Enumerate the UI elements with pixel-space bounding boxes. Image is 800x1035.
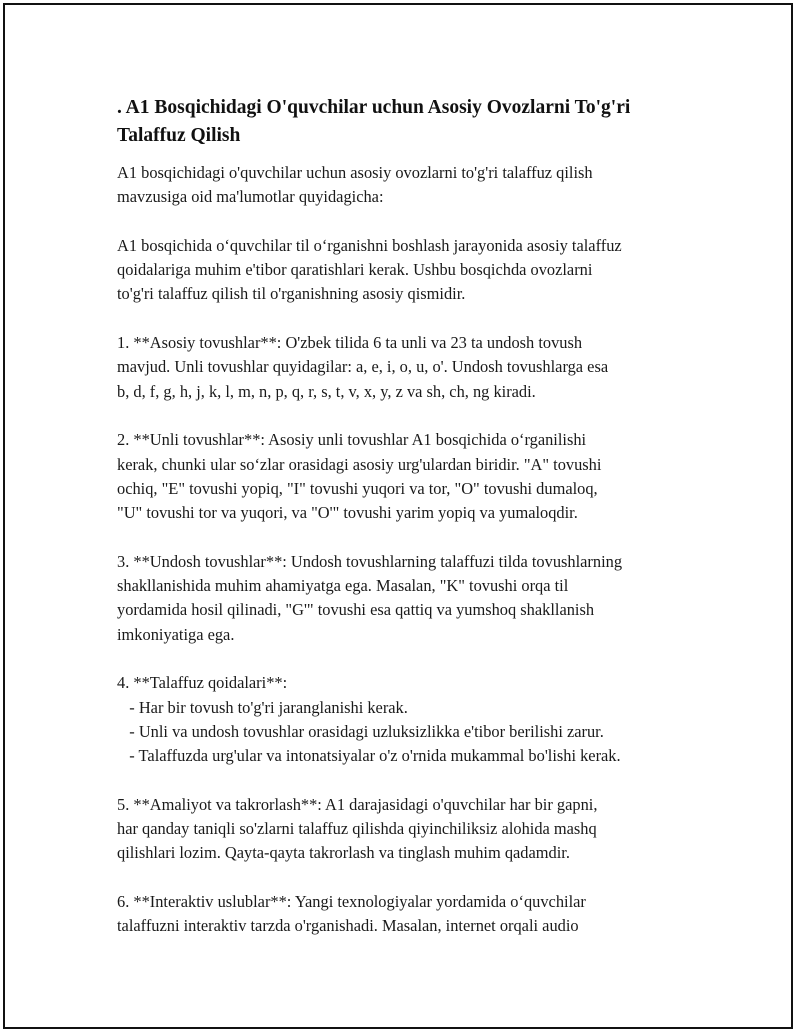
paragraph-line: ochiq, "E" tovushi yopiq, "I" tovushi yuqori va tor, "O" tovushi dumaloq, — [117, 478, 598, 498]
paragraph — [117, 234, 697, 307]
paragraph-line: talaffuzni interaktiv tarzda o'rganishadi. Masalan, internet orqali audio — [117, 916, 579, 936]
paragraph-line: kerak, chunki ular so‘zlar orasidagi asosiy urg'ulardan biridir. "A" tovushi — [117, 454, 602, 474]
paragraph-line: - Har bir tovush to'g'ri jaranglanishi kerak. — [117, 697, 408, 717]
paragraph-line: A1 bosqichidagi o'quvchilar uchun asosiy ovozlarni to'g'ri talaffuz qilish — [117, 163, 593, 182]
paragraph-line: 3. **Undosh tovushlar**: Undosh tovushlarning talaffuzi tilda tovushlarning — [117, 551, 623, 571]
paragraph-line: yordamida hosil qilinadi, "G'" tovushi esa qattiq va yumshoq shakllanish — [117, 600, 595, 620]
paragraph-line: mavzusiga oid ma'lumotlar quyidagicha: — [117, 187, 384, 207]
paragraph-line: har qanday taniqli so'zlarni talaffuz qilishda qiyinchiliksiz alohida mashq — [117, 819, 597, 839]
document-body — [117, 94, 697, 963]
page-title — [117, 94, 697, 150]
paragraph-line: to'g'ri talaffuz qilish til o'rganishning asosiy qismidir. — [117, 284, 466, 304]
paragraph-line: 4. **Talaffuz qoidalari**: — [117, 673, 288, 693]
paragraph-line: 2. **Unli tovushlar**: Asosiy unli tovushlar A1 bosqichida o‘rganilishi — [117, 430, 587, 450]
paragraph-line: 1. **Asosiy tovushlar**: O'zbek tilida 6 ta unli va 23 ta undosh tovush — [117, 333, 583, 353]
title-line: . A1 Bosqichidagi O'quvchilar uchun Asosiy Ovozlarni To'g'ri — [117, 97, 631, 118]
paragraph-line: qilishlari lozim. Qayta-qayta takrorlash va tinglash muhim qadamdir. — [117, 843, 570, 863]
paragraph-line: 5. **Amaliyot va takrorlash**: A1 darajasidagi o'quvchilar har bir gapni, — [117, 794, 598, 814]
paragraph-line: mavjud. Unli tovushlar quyidagilar: a, e, i, o, u, o'. Undosh tovushlarga esa — [117, 357, 609, 377]
title-line: Talaffuz Qilish — [117, 125, 241, 146]
paragraph-list — [117, 161, 697, 939]
paragraph — [117, 161, 697, 210]
paragraph-line: A1 bosqichida o‘quvchilar til o‘rganishni boshlash jarayonida asosiy talaffuz — [117, 235, 622, 255]
paragraph-line: shakllanishida muhim ahamiyatga ega. Masalan, "K" tovushi orqa til — [117, 576, 569, 596]
paragraph-line: b, d, f, g, h, j, k, l, m, n, p, q, r, s, t, v, x, y, z va sh, ch, ng kiradi. — [117, 381, 536, 401]
paragraph — [117, 890, 697, 939]
paragraph-line: 6. **Interaktiv uslublar**: Yangi texnologiyalar yordamida o‘quvchilar — [117, 891, 586, 911]
paragraph — [117, 671, 697, 768]
paragraph-line: qoidalariga muhim e'tibor qaratishlari kerak. Ushbu bosqichda ovozlarni — [117, 260, 593, 280]
paragraph — [117, 331, 697, 404]
paragraph — [117, 428, 697, 525]
paragraph — [117, 793, 697, 866]
paragraph-line: "U" tovushi tor va yuqori, va "O'" tovushi yarim yopiq va yumaloqdir. — [117, 503, 578, 523]
paragraph-line: imkoniyatiga ega. — [117, 624, 235, 644]
paragraph — [117, 550, 697, 647]
paragraph-line: - Unli va undosh tovushlar orasidagi uzluksizlikka e'tibor berilishi zarur. — [117, 721, 604, 741]
paragraph-line: - Talaffuzda urg'ular va intonatsiyalar o'z o'rnida mukammal bo'lishi kerak. — [117, 746, 621, 766]
